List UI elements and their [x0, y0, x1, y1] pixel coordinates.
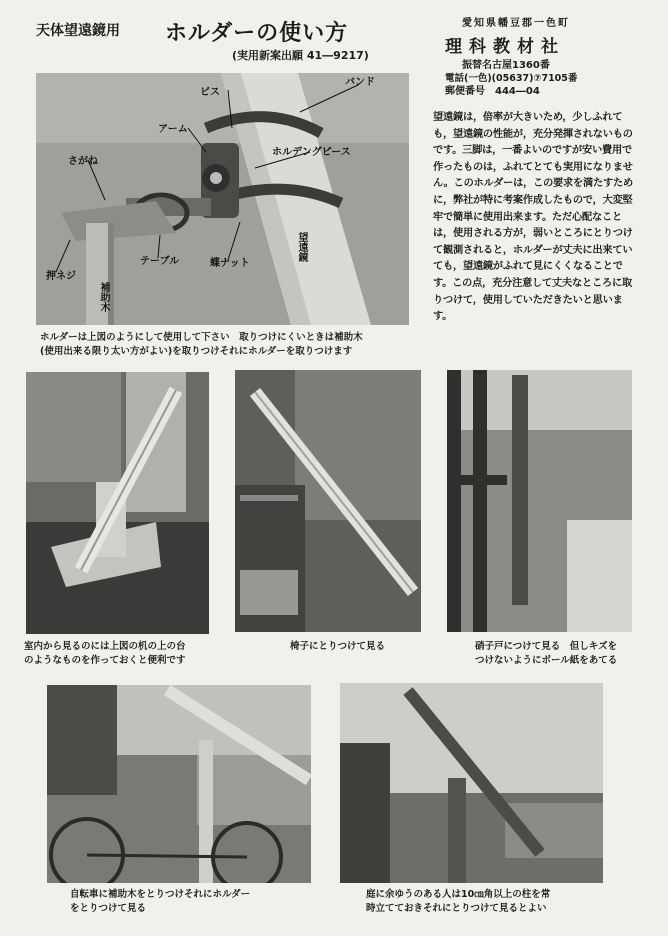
- diagram-caption-line1: ホルダーは上図のようにして使用して下さい 取りつけにくいときは補助木: [40, 332, 363, 343]
- diagram-caption-line2: (使用出来る限り太い方がよい)を取りつけそれにホルダーを取りつけます: [40, 346, 353, 357]
- label-support-wood: 補助木: [98, 282, 109, 312]
- photo5-caption-line1: 庭に余ゆうのある人は10㎝角以上の柱を常: [366, 889, 551, 900]
- photo2-caption: 椅子にとりつけて見る: [290, 641, 386, 652]
- company-contact-1: 振替名古屋1360番: [462, 60, 550, 71]
- photo-glass-door: [447, 370, 632, 632]
- patent-number: (実用新案出願 41―9217): [232, 49, 369, 62]
- photo4-caption-line1: 自転車に補助木をとりつけそれにホルダー: [70, 889, 251, 900]
- photo4-caption-line2: をとりつけて見る: [70, 903, 147, 914]
- company-address: 愛知県幡豆郡一色町: [462, 18, 570, 29]
- label-arm: アーム: [158, 124, 188, 135]
- label-telescope: 望遠鏡: [296, 232, 307, 262]
- photo5-caption-line2: 時立てておきそれにとりつけて見るとよい: [366, 903, 547, 914]
- photo-bicycle-mount: [47, 685, 311, 883]
- photo1-caption-line2: のようなものを作っておくと便利です: [24, 655, 186, 666]
- company-contact-2: 電話(一色)(05637)⑦7105番: [445, 73, 578, 84]
- photo3-caption-line2: つけないようにボール紙をあてる: [475, 655, 618, 666]
- label-push-screw: 押ネジ: [46, 271, 76, 282]
- photo-garden-post: [340, 683, 603, 883]
- photo-indoor-stand: [26, 372, 209, 634]
- description-paragraph: 望遠鏡は，倍率が大きいため，少しふれても，望遠鏡の性能が，充分発揮されないものです。三脚は，一番よいのですが安い費用で作ったものは，ふれてとても実用になりません。このホルダーは，この要求を満たすために，弊社が特に考案作成したもので，大変堅牢で簡単に使用出来ます。ただ心配なことは，使用される方が，弱いところにとりつけて観測されると，ホルダーが丈夫に出来ていても，望遠鏡がふれて見にくくなることです。この点，充分注意して丈夫なところに取りつけて，使用していただきたいと思います。: [433, 112, 633, 323]
- label-sagane: さがね: [68, 156, 98, 167]
- photo3-caption-line1: 硝子戸につけて見る 但しキズを: [475, 641, 618, 652]
- label-wing-nut: 蝶ナット: [210, 258, 250, 269]
- company-name: 理科教材社: [445, 37, 565, 57]
- label-band: バンド: [345, 77, 375, 88]
- photo-chair-mount: [235, 370, 421, 632]
- label-table: テーブル: [140, 256, 180, 267]
- label-holding-piece: ホルデングピース: [272, 147, 351, 158]
- label-bis: ビス: [200, 87, 220, 98]
- photo1-caption-line1: 室内から見るのには上図の机の上の台: [24, 641, 186, 652]
- subtitle-telescope: 天体望遠鏡用: [36, 23, 120, 39]
- company-contact-3: 郵便番号 444―04: [445, 86, 540, 97]
- page-title: ホルダーの使い方: [165, 21, 349, 46]
